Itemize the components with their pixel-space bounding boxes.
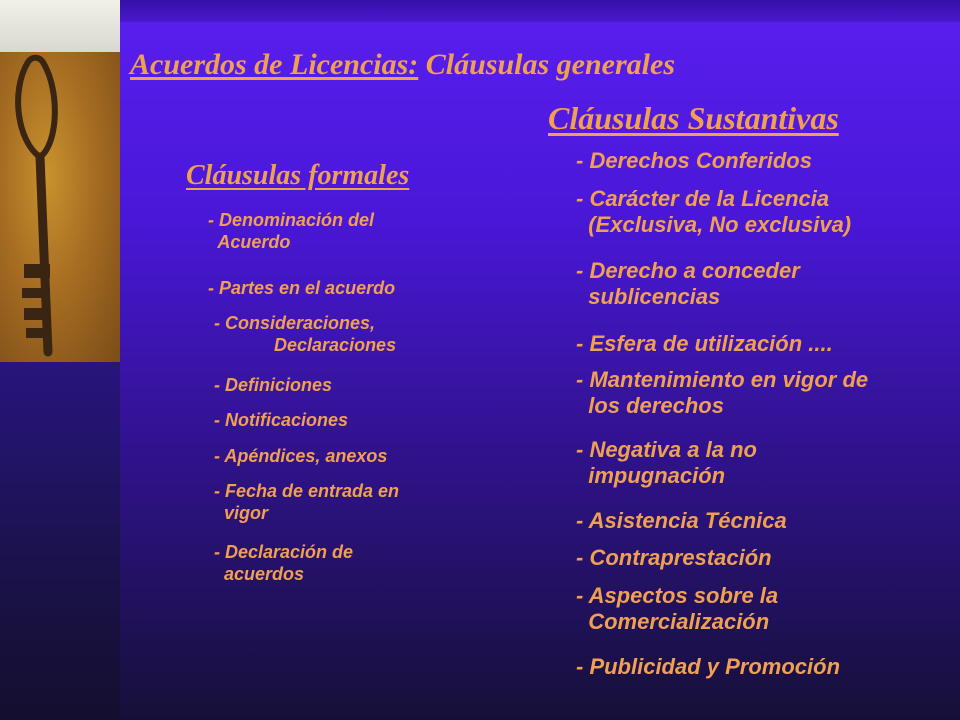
formal-item: - Definiciones [214,375,333,395]
formal-item: - Fecha de entrada en vigor [214,481,400,523]
sustantivas-item: - Asistencia Técnica [576,508,787,533]
sustantivas-item: - Negativa a la no impugnación [576,437,757,489]
antique-key-photo [0,52,120,362]
sustantivas-item: - Derecho a conceder sublicencias [576,258,800,310]
sustantivas-item: - Contraprestación [576,545,772,570]
formal-item: - Notificaciones [214,410,349,430]
formal-item: - Denominación del Acuerdo [208,210,375,252]
sustantivas-item: - Publicidad y Promoción [576,654,841,679]
formal-heading: Cláusulas formales [186,160,410,191]
top-bar [120,0,960,22]
sustantivas-heading: Cláusulas Sustantivas [548,100,839,136]
antique-key-icon [0,52,120,362]
sustantivas-item: - Derechos Conferidos [576,148,812,173]
sustantivas-item: - Aspectos sobre la Comercialización [576,583,779,635]
sustantivas-item: - Esfera de utilización .... [576,331,833,356]
title-part2: Cláusulas generales [418,48,675,81]
formal-item: - Apéndices, anexos [214,446,388,466]
formal-item: - Declaración de acuerdos [214,542,354,584]
title-part1: Acuerdos de Licencias: [130,48,419,81]
sustantivas-item: - Carácter de la Licencia (Exclusiva, No exclusiva) [576,186,852,238]
slide-title [130,48,910,82]
photo-top-band [0,0,120,52]
formal-item: - Partes en el acuerdo [208,278,396,298]
formal-item: - Consideraciones, Declaraciones [214,313,397,355]
sustantivas-item: - Mantenimiento en vigor de los derechos [576,367,869,419]
